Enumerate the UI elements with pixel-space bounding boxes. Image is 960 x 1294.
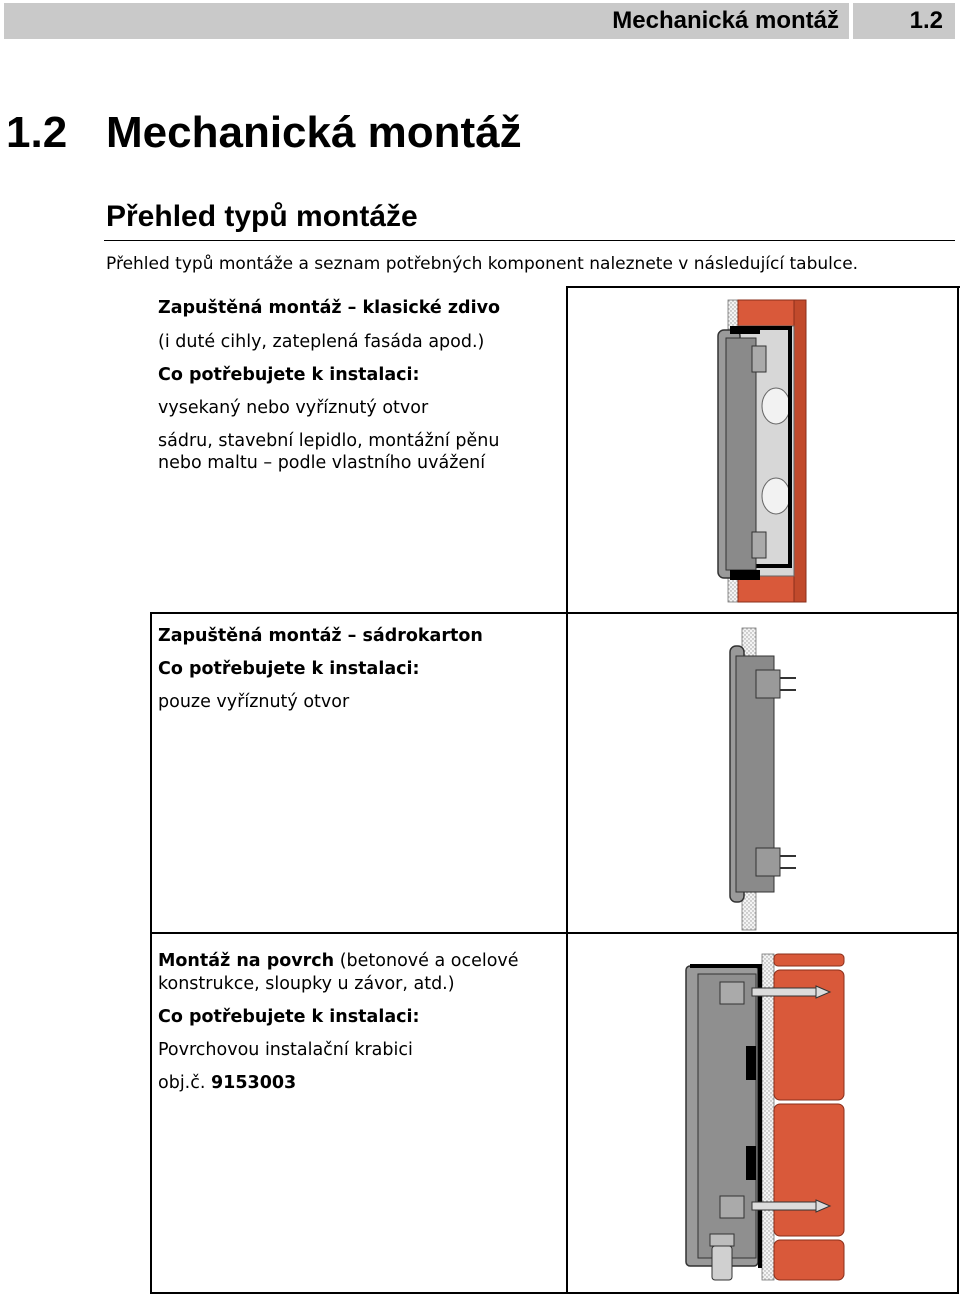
row-title: Zapuštěná montáž – klasické zdivo [158, 298, 501, 318]
part-number-line [158, 1073, 558, 1093]
table-row-divider-1 [150, 612, 959, 614]
surface-mounting-illustration [680, 950, 850, 1284]
drywall-mounting-illustration [700, 626, 820, 932]
table-border-left [150, 613, 152, 1294]
row-title [158, 951, 558, 971]
section-title: Přehled typů montáže [106, 200, 418, 233]
part-number-prefix: obj.č. [158, 1073, 211, 1093]
requirement-item: Povrchovou instalační krabici [158, 1040, 413, 1060]
masonry-mounting-illustration [700, 296, 820, 606]
requirement-item: pouze vyříznutý otvor [158, 692, 350, 712]
row-title-line2: konstrukce, sloupky u závor, atd.) [158, 974, 455, 994]
requirements-label: Co potřebujete k instalaci: [158, 365, 420, 385]
table-border-top [566, 286, 960, 288]
chapter-number: 1.2 [6, 108, 68, 157]
requirement-item: sádru, stavební lepidlo, montážní pěnu [158, 431, 500, 451]
row-title-bold: Montáž na povrch [158, 951, 335, 971]
requirement-item: vysekaný nebo vyříznutý otvor [158, 398, 429, 418]
table-row-divider-2 [150, 932, 959, 934]
table-border-right [957, 286, 959, 1294]
requirement-item: nebo maltu – podle vlastního uvážení [158, 453, 486, 473]
row-title-rest: (betonové a ocelové [334, 951, 519, 971]
requirements-label: Co potřebujete k instalaci: [158, 1007, 420, 1027]
running-header-title: Mechanická montáž [4, 3, 849, 39]
row-subtitle: (i duté cihly, zateplená fasáda apod.) [158, 332, 485, 352]
section-intro: Přehled typů montáže a seznam potřebných komponent naleznete v následující tabulce. [106, 254, 859, 274]
running-header-number: 1.2 [853, 3, 955, 39]
row-title: Zapuštěná montáž – sádrokarton [158, 626, 483, 646]
section-rule [104, 240, 955, 241]
table-divider-vertical [566, 286, 568, 1294]
requirements-label: Co potřebujete k instalaci: [158, 659, 420, 679]
part-number: 9153003 [211, 1073, 297, 1093]
chapter-title: Mechanická montáž [106, 108, 522, 157]
